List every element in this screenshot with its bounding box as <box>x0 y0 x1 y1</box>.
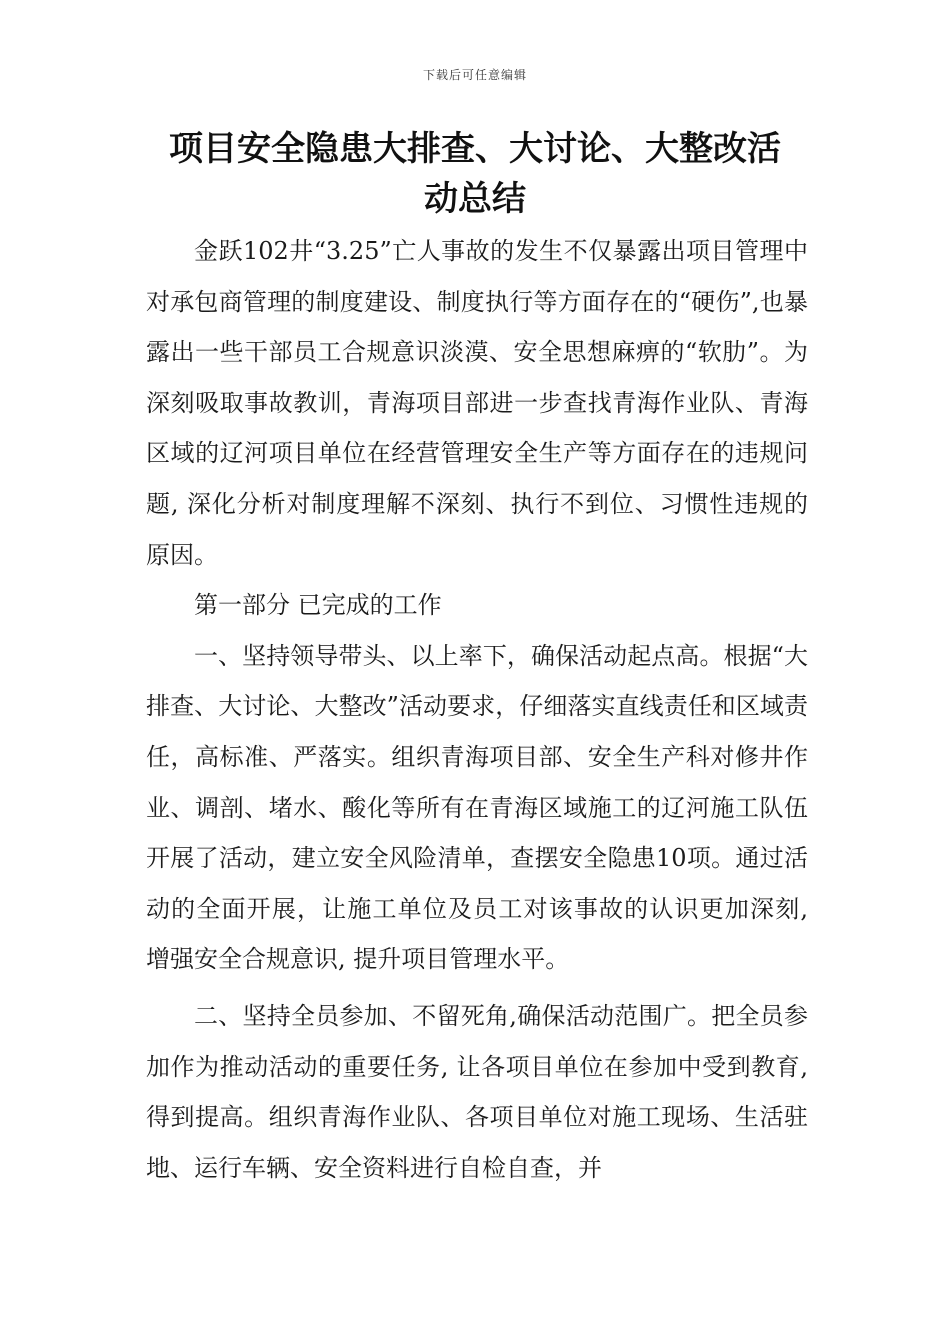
title-line-1: 项目安全隐患大排查、大讨论、大整改活 <box>169 129 781 169</box>
intro-paragraph: 金跃102井“3.25”亡人事故的发生不仅暴露出项目管理中对承包商管理的制度建设、制度执行等方面存在的“硬伤”,也暴露出一些干部员工合规意识淡漠、安全思想麻痹的“软肋”。为深刻吸取事故教训，青海项目部进一步查找青海作业队、青海区域的辽河项目单位在经营管理安全生产等方面存在的违规问题, 深化分析对制度理解不深刻、执行不到位、习惯性违规的原因。 <box>146 237 808 569</box>
document-title <box>150 124 800 224</box>
part-heading: 第一部分 已完成的工作 <box>194 591 442 620</box>
section-1-paragraph: 一、坚持领导带头、以上率下，确保活动起点高。根据“大排查、大讨论、大整改”活动要求，仔细落实直线责任和区域责任，高标准、严落实。组织青海项目部、安全生产科对修井作业、调剖、堵水、酸化等所有在青海区域施工的辽河施工队伍开展了活动，建立安全风险清单，查摆安全隐患10项。通过活动的全面开展，让施工单位及员工对该事故的认识更加深刻, 增强安全合规意识, 提升项目管理水平。 <box>146 641 808 974</box>
header-note: 下载后可任意编辑 <box>422 68 527 82</box>
document-body <box>146 226 808 1193</box>
title-line-2: 动总结 <box>424 179 526 219</box>
section-2-paragraph: 二、坚持全员参加、不留死角,确保活动范围广。把全员参加作为推动活动的重要任务, 让各项目单位在参加中受到教育,得到提高。组织青海作业队、各项目单位对施工现场、生活驻地、运行车辆、安全资料进行自检自查，并 <box>146 1001 808 1182</box>
